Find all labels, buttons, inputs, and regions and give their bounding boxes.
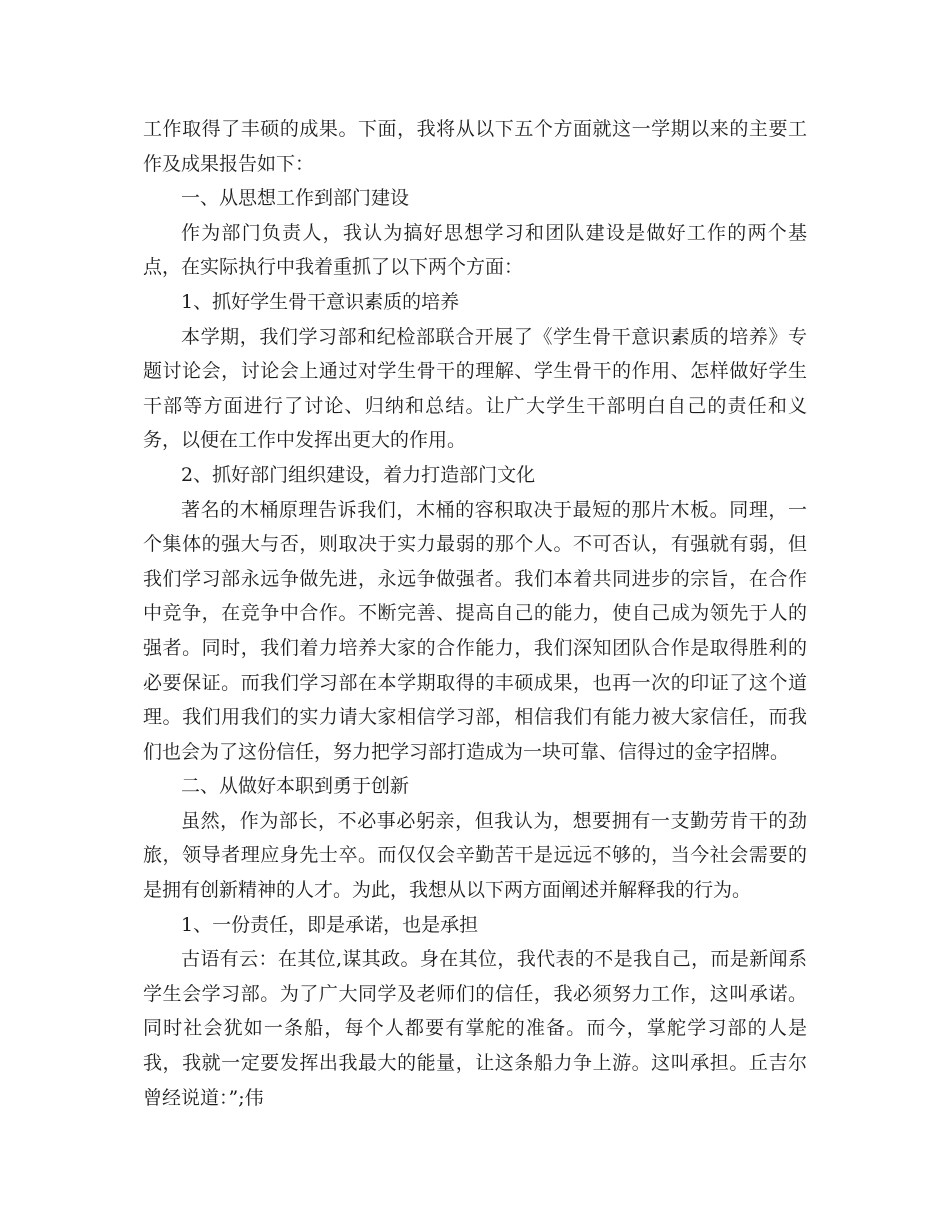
paragraph: 古语有云：在其位,谋其政。身在其位，我代表的不是我自己，而是新闻系学生会学习部。为了广大同学及老师们的信任，我必须努力工作，这叫承诺。同时社会犹如一条船，每个人都要有掌舵的准备。而今，掌舵学习部的人是我，我就一定要发挥出我最大的能量，让这条船力争上游。这叫承担。丘吉尔曾经说道：”;伟 (143, 948, 807, 1109)
paragraph: 虽然，作为部长，不必事必躬亲，但我认为，想要拥有一支勤劳肯干的劲旅，领导者理应身先士卒。而仅仅会辛勤苦干是远远不够的，当今社会需要的是拥有创新精神的人才。为此，我想从以下两方面阐述并解释我的行为。 (143, 809, 807, 902)
paragraph: 本学期，我们学习部和纪检部联合开展了《学生骨干意识素质的培养》专题讨论会，讨论会上通过对学生骨干的理解、学生骨干的作用、怎样做好学生干部等方面进行了讨论、归纳和总结。让广大学生干部明白自己的责任和义务，以便在工作中发挥出更大的作用。 (143, 325, 807, 452)
paragraph: 作为部门负责人，我认为搞好思想学习和团队建设是做好工作的两个基点，在实际执行中我着重抓了以下两个方面： (143, 221, 807, 279)
subsection-heading-1-2: 2、抓好部门组织建设，着力打造部门文化 (181, 463, 536, 486)
paragraph: 著名的木桶原理告诉我们，木桶的容积取决于最短的那片木板。同理，一个集体的强大与否，则取决于实力最弱的那个人。不可否认，有强就有弱，但我们学习部永远争做先进，永远争做强者。我们本着共同进步的宗旨，在合作中竞争，在竞争中合作。不断完善、提高自己的能力，使自己成为领先于人的强者。同时，我们着力培养大家的合作能力，我们深知团队合作是取得胜利的必要保证。而我们学习部在本学期取得的丰硕成果，也再一次的印证了这个道理。我们用我们的实力请大家相信学习部，相信我们有能力被大家信任，而我们也会为了这份信任，努力把学习部打造成为一块可靠、信得过的金字招牌。 (143, 498, 807, 763)
section-heading-2: 二、从做好本职到勇于创新 (181, 775, 410, 798)
paragraph-continuation: 工作取得了丰硕的成果。下面，我将从以下五个方面就这一学期以来的主要工作及成果报告如下： (143, 118, 807, 175)
subsection-heading-1-1: 1、抓好学生骨干意识素质的培养 (181, 290, 460, 313)
section-heading-1: 一、从思想工作到部门建设 (181, 187, 410, 210)
subsection-heading-2-1: 1、一份责任，即是承诺，也是承担 (181, 913, 479, 936)
